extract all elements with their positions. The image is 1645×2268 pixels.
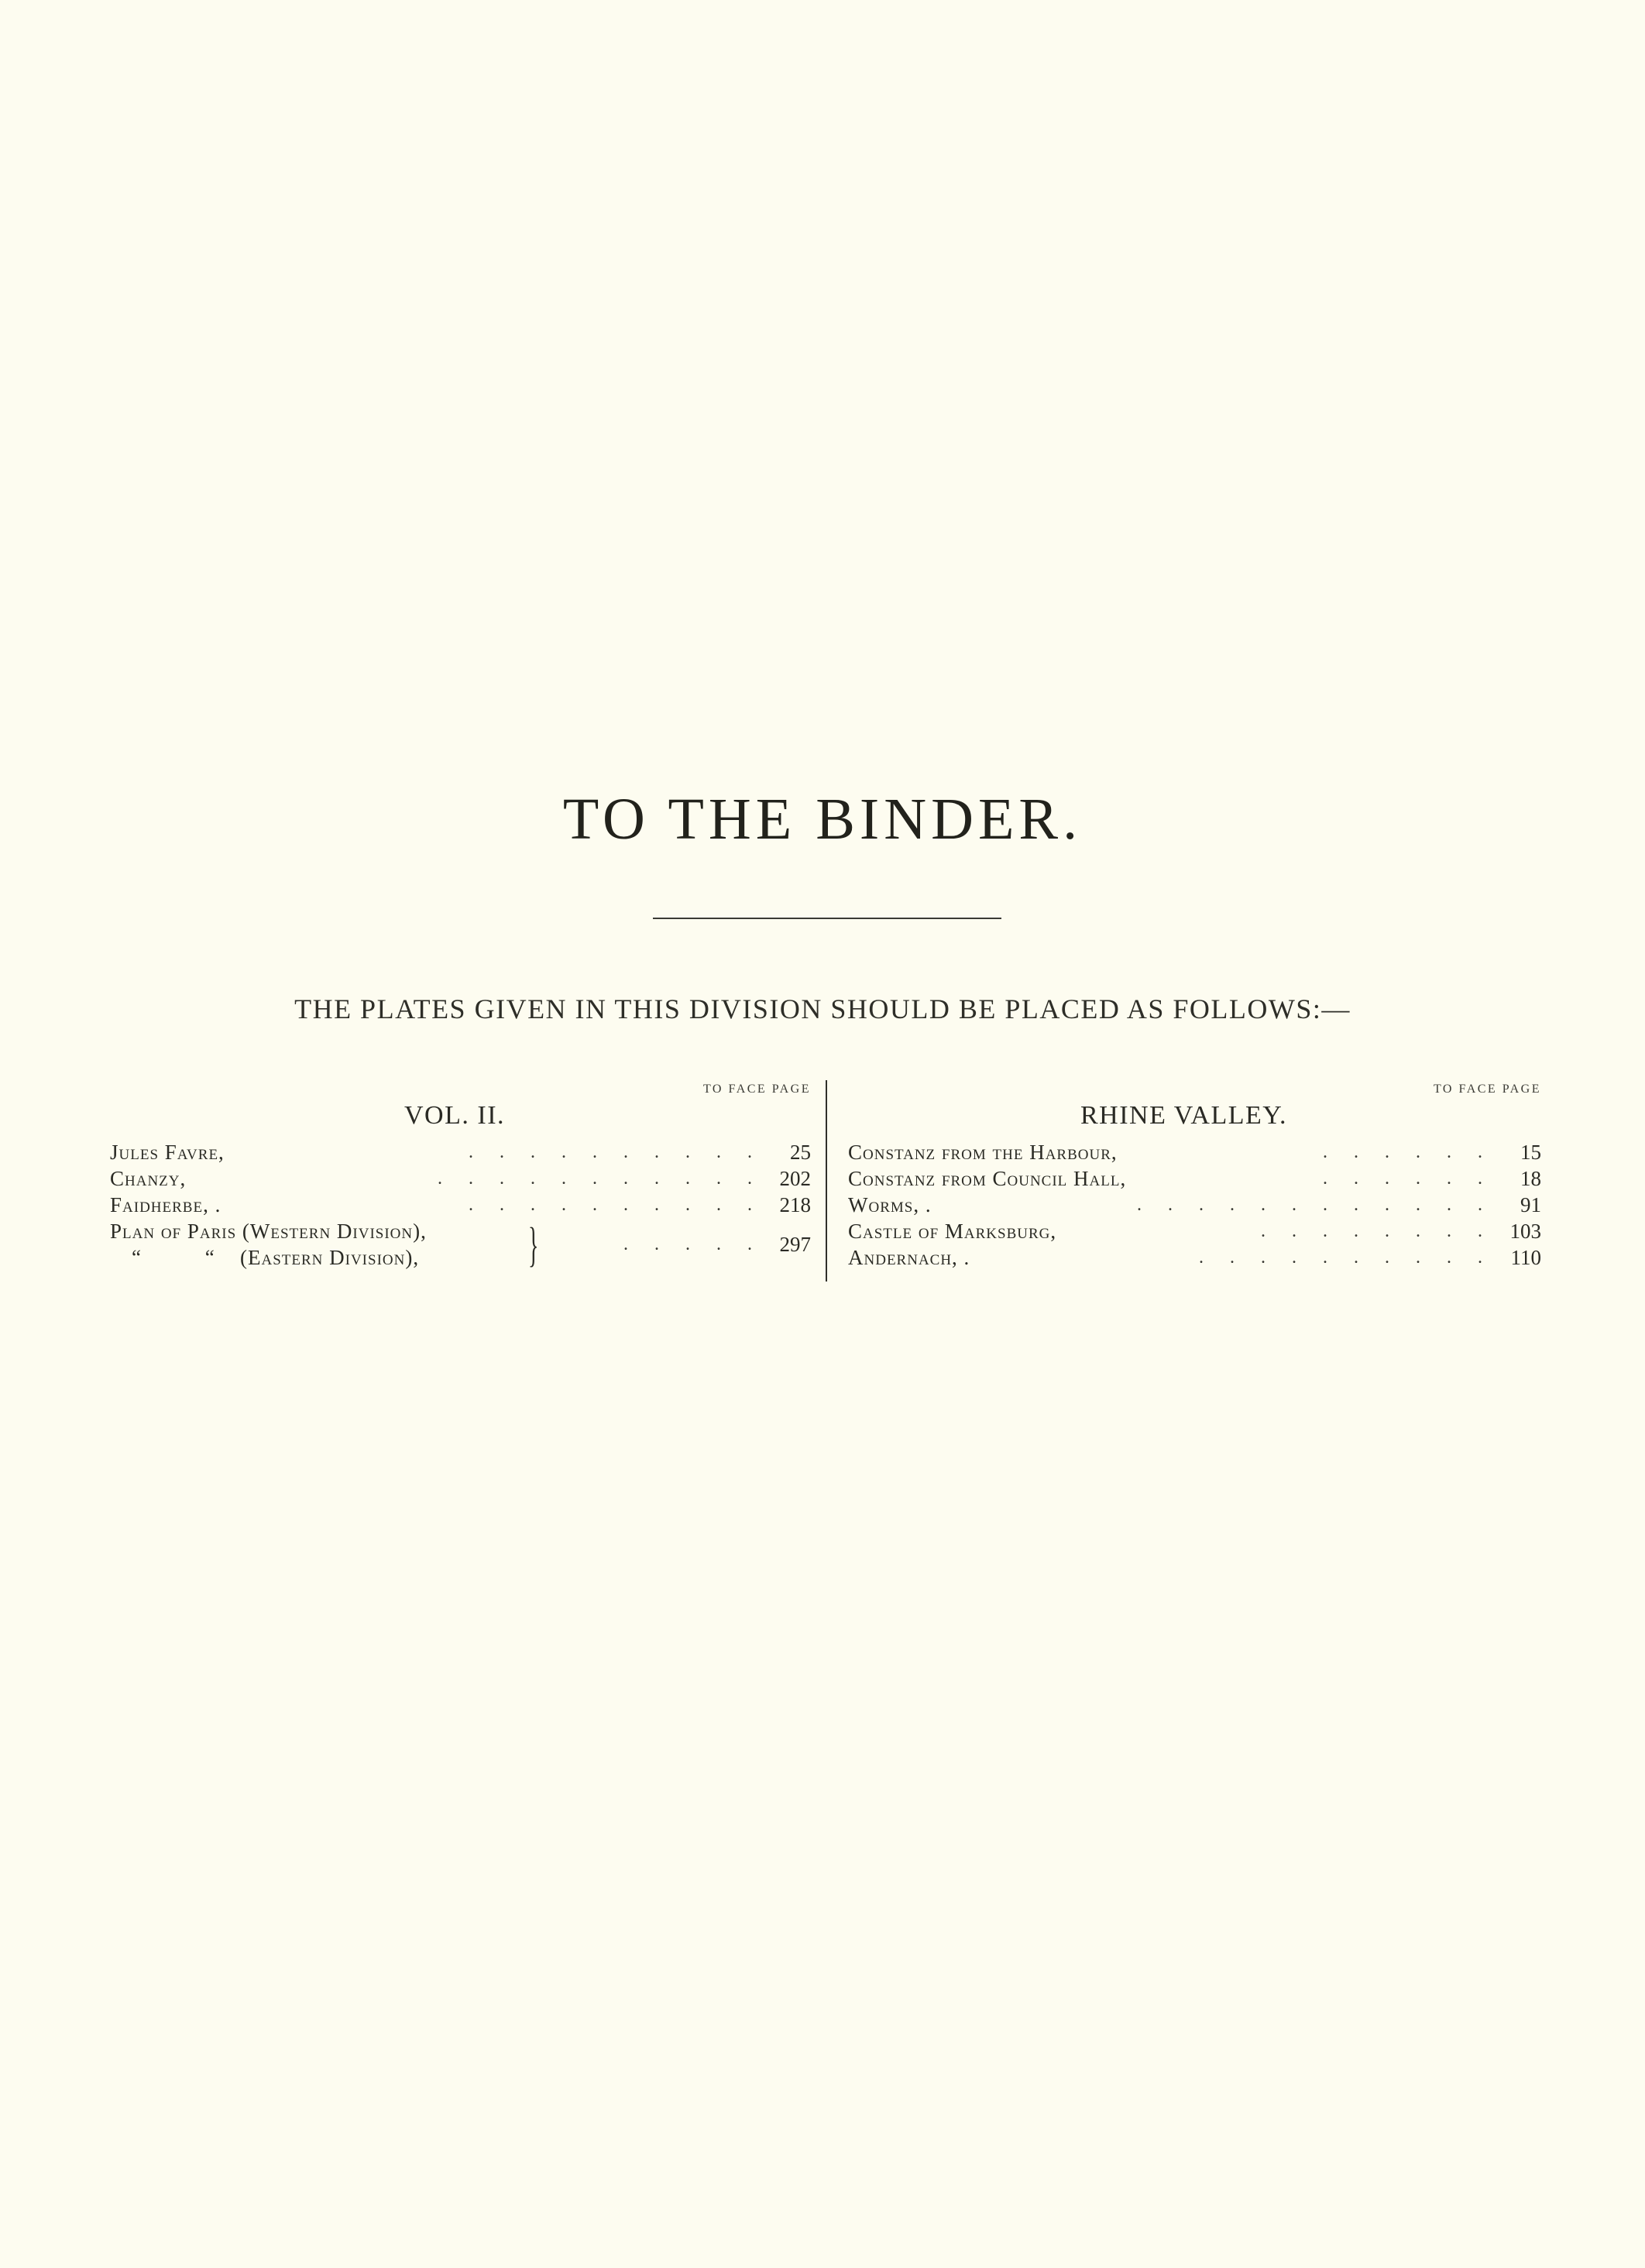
dot-leader: . . . . . . xyxy=(1323,1142,1493,1162)
section-heading: RHINE VALLEY. xyxy=(1080,1101,1287,1130)
list-item xyxy=(848,1139,1541,1165)
page-number: 91 xyxy=(1520,1193,1541,1216)
instruction-subtitle: THE PLATES GIVEN IN THIS DIVISION SHOULD BE PLACED AS FOLLOWS:— xyxy=(294,993,1351,1024)
page-number: 25 xyxy=(790,1141,811,1164)
to-face-page-label: TO FACE PAGE xyxy=(1433,1083,1541,1096)
list-item xyxy=(848,1165,1541,1192)
dot-leader: . . . . . . . . . . . xyxy=(438,1168,763,1189)
plate-name: Castle of Marksburg, xyxy=(848,1220,1057,1243)
dot-leader: . . . . . . . . xyxy=(1261,1221,1493,1241)
list-item xyxy=(848,1244,1541,1271)
ditto-marks: “ “ xyxy=(132,1246,244,1269)
dot-leader: . . . . . . . . . . xyxy=(469,1142,763,1162)
page-number: 218 xyxy=(779,1193,811,1216)
plate-name: Chanzy, xyxy=(110,1167,187,1190)
list-item xyxy=(110,1139,811,1165)
plate-name: Constanz from Council Hall, xyxy=(848,1167,1127,1190)
page-number: 15 xyxy=(1520,1141,1541,1164)
right-brace-icon: } xyxy=(528,1219,539,1271)
page-number: 103 xyxy=(1509,1220,1541,1243)
plate-name: Jules Favre, xyxy=(110,1141,225,1164)
to-face-page-label: TO FACE PAGE xyxy=(702,1083,811,1096)
page-number: 297 xyxy=(779,1233,811,1256)
list-item-paris-plans xyxy=(110,1218,811,1271)
page-number: 18 xyxy=(1520,1167,1541,1190)
list-item xyxy=(848,1192,1541,1218)
plate-name-eastern xyxy=(110,1244,419,1271)
dot-leader: . . . . . . xyxy=(1323,1168,1493,1189)
eastern-division-label: (Eastern Division), xyxy=(240,1246,420,1269)
plate-name: Faidherbe, . xyxy=(110,1193,222,1216)
section-heading: VOL. II. xyxy=(404,1101,506,1130)
list-item xyxy=(110,1192,811,1218)
dot-leader: . . . . . . . . . . xyxy=(1199,1247,1493,1268)
list-item xyxy=(848,1218,1541,1244)
plate-name: Constanz from the Harbour, xyxy=(848,1141,1118,1164)
page-number: 110 xyxy=(1510,1246,1541,1269)
plate-name-western: Plan of Paris (Western Division), xyxy=(110,1220,427,1243)
dot-leader: . . . . . . . . . . xyxy=(469,1195,763,1215)
dot-leader: . . . . . xyxy=(623,1234,763,1254)
page-number: 202 xyxy=(779,1167,811,1190)
plate-name: Worms, . xyxy=(848,1193,932,1216)
dot-leader: . . . . . . . . . . . . xyxy=(1137,1195,1493,1215)
title-rule xyxy=(653,918,1001,919)
page-title: TO THE BINDER. xyxy=(562,787,1083,852)
column-divider xyxy=(826,1080,827,1282)
plate-list xyxy=(848,1139,1541,1271)
plate-list xyxy=(110,1139,811,1271)
plate-name: Andernach, . xyxy=(848,1246,970,1269)
list-item xyxy=(110,1165,811,1192)
